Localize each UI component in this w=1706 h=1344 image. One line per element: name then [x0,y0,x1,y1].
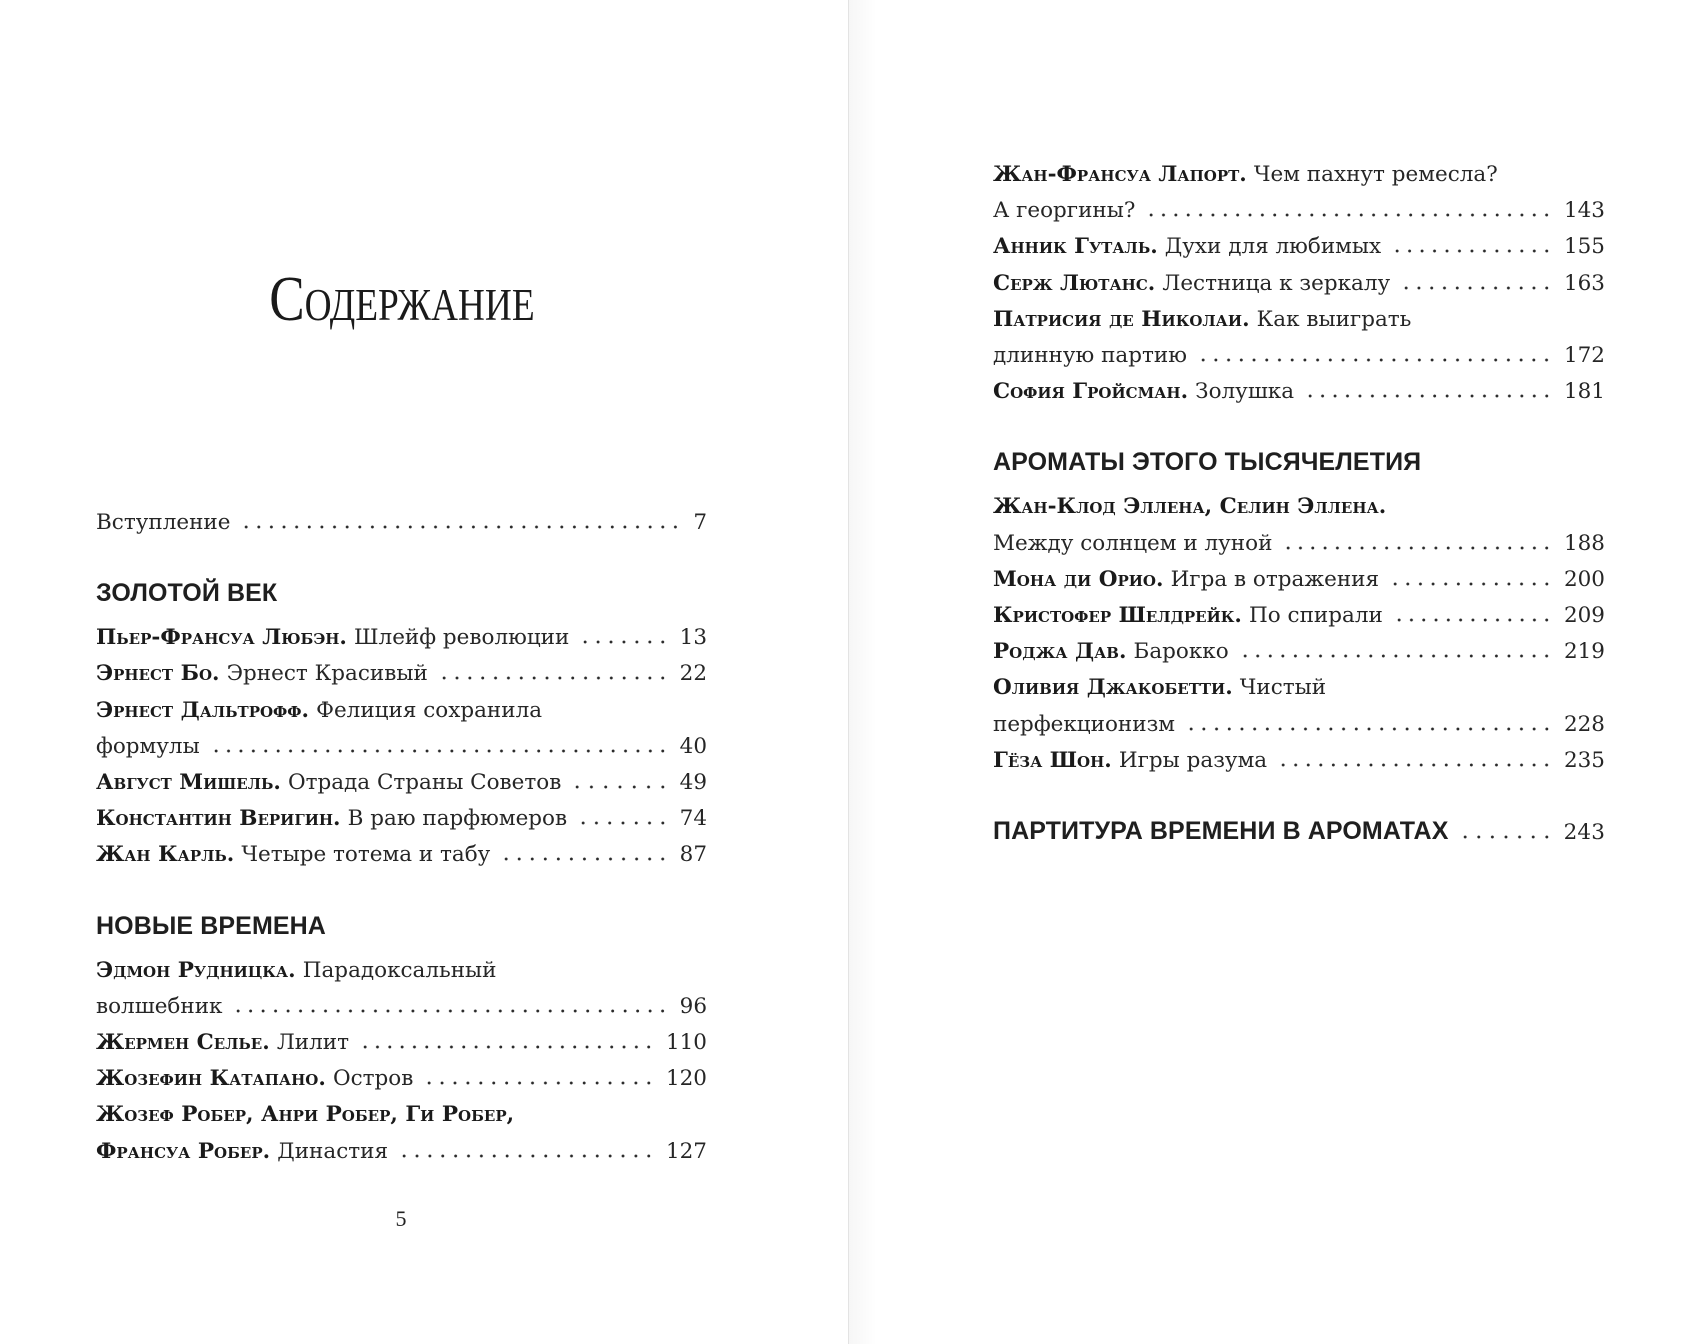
toc-entry [993,374,1605,410]
entry-page-number: 143 [1563,198,1605,224]
entry-title: Четыре тотема и табу [241,842,491,868]
entry-author: София Гройсман. [993,379,1189,405]
entry-page-number: 163 [1563,270,1605,296]
entry-author: Мона ди Орио. [993,566,1164,592]
entry-author: Франсуа Робер. [96,1138,271,1164]
entry-title: Игры разума [1118,747,1268,773]
entry-author: Жан-Франсуа Лапорт. [993,162,1247,187]
toc-entry-first-line [96,693,707,729]
entry-title: В раю парфюмеров [347,806,568,832]
dot-leader [579,640,668,644]
entry-author: Эрнест Дальтрофф. [96,697,310,723]
toc-entry-first-line [96,1097,707,1133]
entry-page-number: 13 [679,625,707,651]
dot-leader [1391,249,1553,253]
entry-page-number: 172 [1563,342,1605,368]
entry-title: Династия [277,1138,389,1164]
entry-page-number: 7 [693,510,707,535]
dot-leader [423,1081,655,1085]
entry-title: Игра в отражения [1170,566,1380,592]
dot-leader [500,857,668,861]
entry-page-number: 74 [679,806,707,832]
toc-entry-intro [96,505,707,541]
entry-title: Чем пахнут ремесла? [1253,162,1498,187]
entry-title: Чистый [1239,675,1327,701]
entry-title: По спирали [1249,602,1383,628]
dot-leader [1185,727,1553,731]
dot-leader [577,821,669,825]
entry-title: Отрада Страны Советов [287,770,562,796]
entry-author: Кристофер Шелдрейк. [993,602,1242,628]
toc-entry [96,729,707,765]
entry-title: Остров [332,1066,414,1092]
entry-page-number: 49 [679,770,707,796]
toc-heading-text: Содержание [268,263,535,334]
toc-entry [993,562,1605,598]
toc-entry [96,1061,707,1097]
entry-page-number: 22 [679,661,707,687]
closing-section-entry [993,805,1605,858]
entry-title: Лестница к зеркалу [1162,270,1391,296]
dot-leader [1459,835,1553,839]
entry-page-number: 110 [665,1030,707,1056]
entry-title: Эрнест Красивый [226,661,428,687]
entry-author: Анник Гуталь. [993,234,1158,260]
toc-entry [993,229,1605,265]
entry-title: Лилит [276,1030,349,1056]
entry-page-number: 96 [679,993,707,1019]
dot-leader [398,1154,655,1158]
entry-author: Эдмон Рудницка. [96,957,296,983]
page-number: 5 [395,1206,407,1231]
toc-entry [993,598,1605,634]
dot-leader [1197,358,1553,362]
dot-leader [1145,213,1553,217]
toc-entry [96,620,707,656]
page-gutter-shadow [849,0,877,1344]
section-heading: НОВЫЕ ВРЕМЕНА [96,911,326,940]
entry-title: А георгины? [993,198,1136,224]
entry-title: Шлейф революции [354,625,570,651]
entry-title: Духи для любимых [1164,234,1382,260]
entry-page-number: 127 [665,1138,707,1164]
section-heading: ЗОЛОТОЙ ВЕК [96,579,278,608]
toc-entry [993,193,1605,229]
toc-left-column [96,505,707,1170]
entry-title: Барокко [1133,639,1229,665]
toc-entry [993,634,1605,670]
entry-page-number: 200 [1563,566,1605,592]
entry-author: Серж Лютанс. [993,270,1156,296]
entry-author: Роджа Дав. [993,639,1127,665]
toc-entry [993,266,1605,302]
entry-page-number: 228 [1563,711,1605,737]
entry-title: Между солнцем и луной [993,530,1273,556]
entry-page-number: 181 [1563,379,1605,405]
toc-entry-first-line [993,302,1605,338]
toc-entry [993,338,1605,374]
entry-page-number: 235 [1563,747,1605,773]
dot-leader [438,676,669,680]
dot-leader [1389,582,1553,586]
dot-leader [1277,763,1553,767]
entry-title: Парадоксальный [302,957,497,983]
section-heading: ПАРТИТУРА ВРЕМЕНИ В АРОМАТАХ [993,817,1449,845]
entry-title: перфекционизм [993,711,1176,737]
toc-entry-first-line [993,670,1605,706]
entry-title: Как выиграть [1256,306,1412,332]
entry-author: Гёза Шон. [993,747,1112,773]
entry-author: Жермен Селье. [96,1030,270,1056]
entry-title: Золушка [1195,379,1295,405]
toc-entry [96,1025,707,1061]
entry-title: длинную партию [993,342,1187,368]
dot-leader [1282,546,1553,550]
dot-leader [1304,394,1553,398]
entry-title: Вступление [96,510,231,535]
dot-leader [240,525,682,529]
entry-title: Фелиция сохранила [316,697,543,723]
dot-leader [232,1009,668,1013]
toc-entry [993,743,1605,779]
entry-author: Пьер-Франсуа Любэн. [96,625,347,651]
entry-author: Эрнест Бо. [96,661,220,687]
toc-entry-first-line [993,157,1605,193]
toc-entry [993,707,1605,743]
toc-right-column [993,157,1605,858]
entry-page-number: 87 [679,842,707,868]
toc-entry-first-line [96,953,707,989]
toc-entry [96,656,707,692]
toc-entry [96,1134,707,1170]
dot-leader [1400,286,1553,290]
entry-author: Жозеф Робер, Анри Робер, Ги Робер, [96,1102,515,1128]
toc-entry [96,765,707,801]
dot-leader [359,1045,655,1049]
entry-author: Август Мишель. [96,770,281,796]
entry-title: формулы [96,733,200,759]
dot-leader [1393,618,1553,622]
entry-page-number: 243 [1563,820,1605,845]
entry-page-number: 188 [1563,530,1605,556]
entry-author: Константин Веригин. [96,806,341,832]
entry-author: Патрисия де Николаи. [993,306,1250,332]
entry-page-number: 209 [1563,602,1605,628]
entry-page-number: 40 [679,733,707,759]
entry-author: Жан Карль. [96,842,235,868]
entry-page-number: 155 [1563,234,1605,260]
section-heading: АРОМАТЫ ЭТОГО ТЫСЯЧЕЛЕТИЯ [993,448,1422,477]
dot-leader [571,785,668,789]
entry-author: Оливия Джакобетти. [993,675,1233,701]
dot-leader [210,749,669,753]
entry-page-number: 120 [665,1066,707,1092]
entry-page-number: 219 [1563,639,1605,665]
toc-entry [96,837,707,873]
toc-entry [993,526,1605,562]
entry-title: волшебник [96,993,223,1019]
toc-entry [96,989,707,1025]
toc-entry [96,801,707,837]
dot-leader [1239,654,1553,658]
entry-author: Жан-Клод Эллена, Селин Эллена. [993,494,1387,520]
entry-author: Жозефин Катапано. [96,1066,326,1092]
toc-heading [96,259,707,339]
toc-entry-first-line [993,489,1605,525]
